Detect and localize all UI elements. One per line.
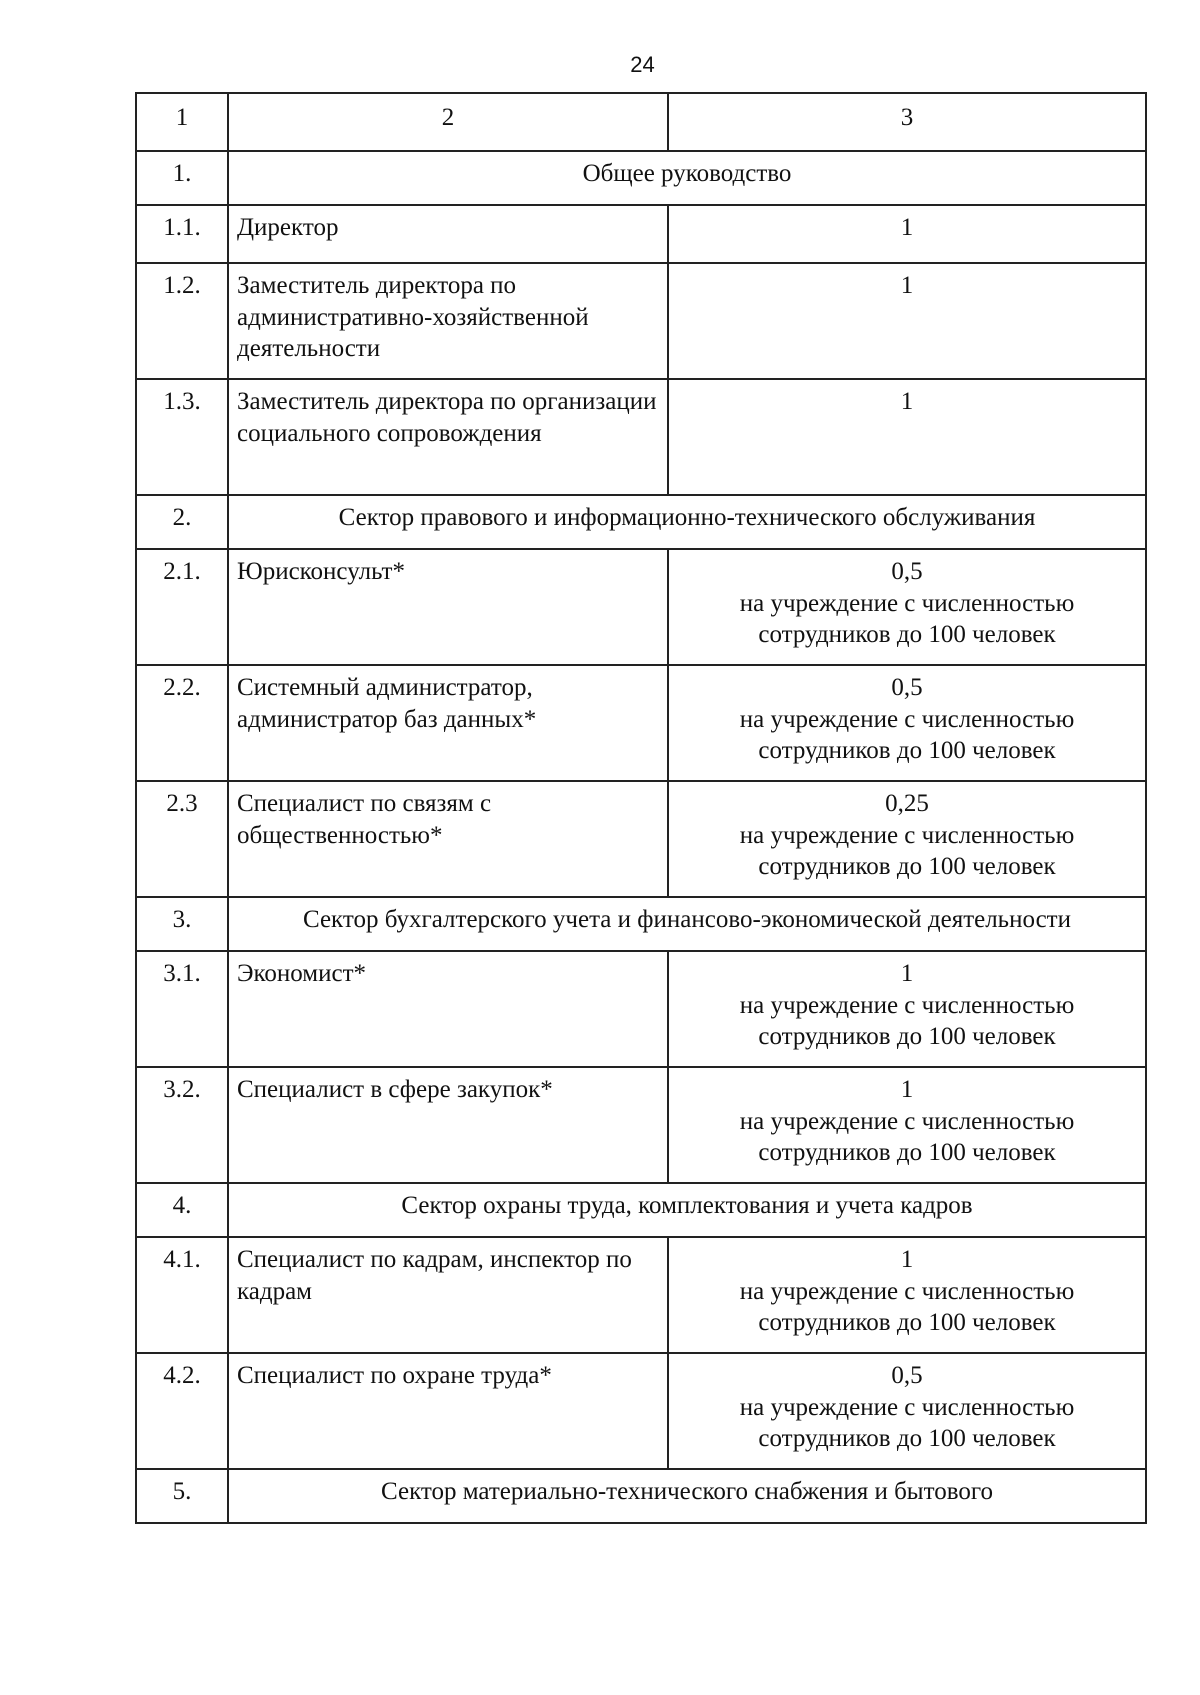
position-quantity [668, 1353, 1146, 1469]
section-title: Сектор бухгалтерского учета и финансово-экономической деятельности [228, 897, 1146, 951]
quantity-note: сотрудников до 100 человек [758, 1309, 1056, 1336]
table-row [136, 549, 1146, 665]
position-quantity [668, 1237, 1146, 1353]
position-name: Юрисконсульт* [228, 549, 668, 665]
quantity-note: на учреждение с численностью [739, 1277, 1075, 1305]
position-quantity: 1 [668, 205, 1146, 263]
quantity-value: 0,5 [891, 558, 923, 585]
table-row [136, 665, 1146, 781]
position-quantity [668, 665, 1146, 781]
section-number: 2. [136, 495, 228, 549]
quantity-value: 1 [900, 1076, 914, 1103]
item-number: 3.1. [136, 951, 228, 1067]
position-quantity [668, 549, 1146, 665]
position-name: Специалист в сфере закупок* [228, 1067, 668, 1183]
quantity-note: сотрудников до 100 человек [758, 1425, 1056, 1452]
quantity-note: на учреждение с численностью [739, 1393, 1075, 1421]
table-row [136, 1237, 1146, 1353]
position-name: Экономист* [228, 951, 668, 1067]
table-row [136, 263, 1146, 379]
quantity-note: сотрудников до 100 человек [758, 737, 1056, 764]
header-col-3: 3 [668, 93, 1146, 151]
item-number: 4.1. [136, 1237, 228, 1353]
position-quantity: 1 [668, 379, 1146, 495]
table-header-row [136, 93, 1146, 151]
quantity-note: на учреждение с численностью [739, 589, 1075, 617]
quantity-note: сотрудников до 100 человек [758, 1139, 1056, 1166]
quantity-note: сотрудников до 100 человек [758, 1023, 1056, 1050]
item-number: 1.3. [136, 379, 228, 495]
section-number: 1. [136, 151, 228, 205]
staffing-table [135, 92, 1147, 1524]
position-quantity [668, 1067, 1146, 1183]
section-row [136, 151, 1146, 205]
item-number: 1.2. [136, 263, 228, 379]
position-name: Заместитель директора по организации социального сопровождения [228, 379, 668, 495]
header-col-1: 1 [136, 93, 228, 151]
table-row [136, 379, 1146, 495]
item-number: 1.1. [136, 205, 228, 263]
section-row [136, 495, 1146, 549]
quantity-value: 1 [900, 1246, 914, 1273]
table-row [136, 1067, 1146, 1183]
position-quantity: 1 [668, 263, 1146, 379]
section-row [136, 1183, 1146, 1237]
section-title: Сектор правового и информационно-технического обслуживания [228, 495, 1146, 549]
section-number: 4. [136, 1183, 228, 1237]
item-number: 2.3 [136, 781, 228, 897]
quantity-note: на учреждение с численностью [739, 991, 1075, 1019]
quantity-value: 0,5 [891, 1362, 923, 1389]
section-title: Сектор материально-технического снабжения и бытового [228, 1469, 1146, 1523]
position-name: Специалист по кадрам, инспектор по кадрам [228, 1237, 668, 1353]
section-row [136, 1469, 1146, 1523]
section-title: Общее руководство [228, 151, 1146, 205]
page-number: 24 [630, 52, 655, 77]
item-number: 2.1. [136, 549, 228, 665]
position-name: Системный администратор, администратор баз данных* [228, 665, 668, 781]
quantity-value: 0,5 [891, 674, 923, 701]
section-number: 5. [136, 1469, 228, 1523]
item-number: 2.2. [136, 665, 228, 781]
section-title: Сектор охраны труда, комплектования и учета кадров [228, 1183, 1146, 1237]
quantity-note: сотрудников до 100 человек [758, 853, 1056, 880]
quantity-value: 0,25 [885, 790, 929, 817]
position-name: Специалист по охране труда* [228, 1353, 668, 1469]
item-number: 4.2. [136, 1353, 228, 1469]
quantity-value: 1 [900, 960, 914, 987]
table-row [136, 1353, 1146, 1469]
section-row [136, 897, 1146, 951]
quantity-note: на учреждение с численностью [739, 821, 1075, 849]
position-quantity [668, 781, 1146, 897]
item-number: 3.2. [136, 1067, 228, 1183]
table-row [136, 781, 1146, 897]
position-name: Заместитель директора по административно-хозяйственной деятельности [228, 263, 668, 379]
table-row [136, 205, 1146, 263]
header-col-2: 2 [228, 93, 668, 151]
table-row [136, 951, 1146, 1067]
quantity-note: на учреждение с численностью [739, 705, 1075, 733]
position-name: Директор [228, 205, 668, 263]
position-name: Специалист по связям с общественностью* [228, 781, 668, 897]
quantity-note: на учреждение с численностью [739, 1107, 1075, 1135]
quantity-note: сотрудников до 100 человек [758, 621, 1056, 648]
position-quantity [668, 951, 1146, 1067]
section-number: 3. [136, 897, 228, 951]
